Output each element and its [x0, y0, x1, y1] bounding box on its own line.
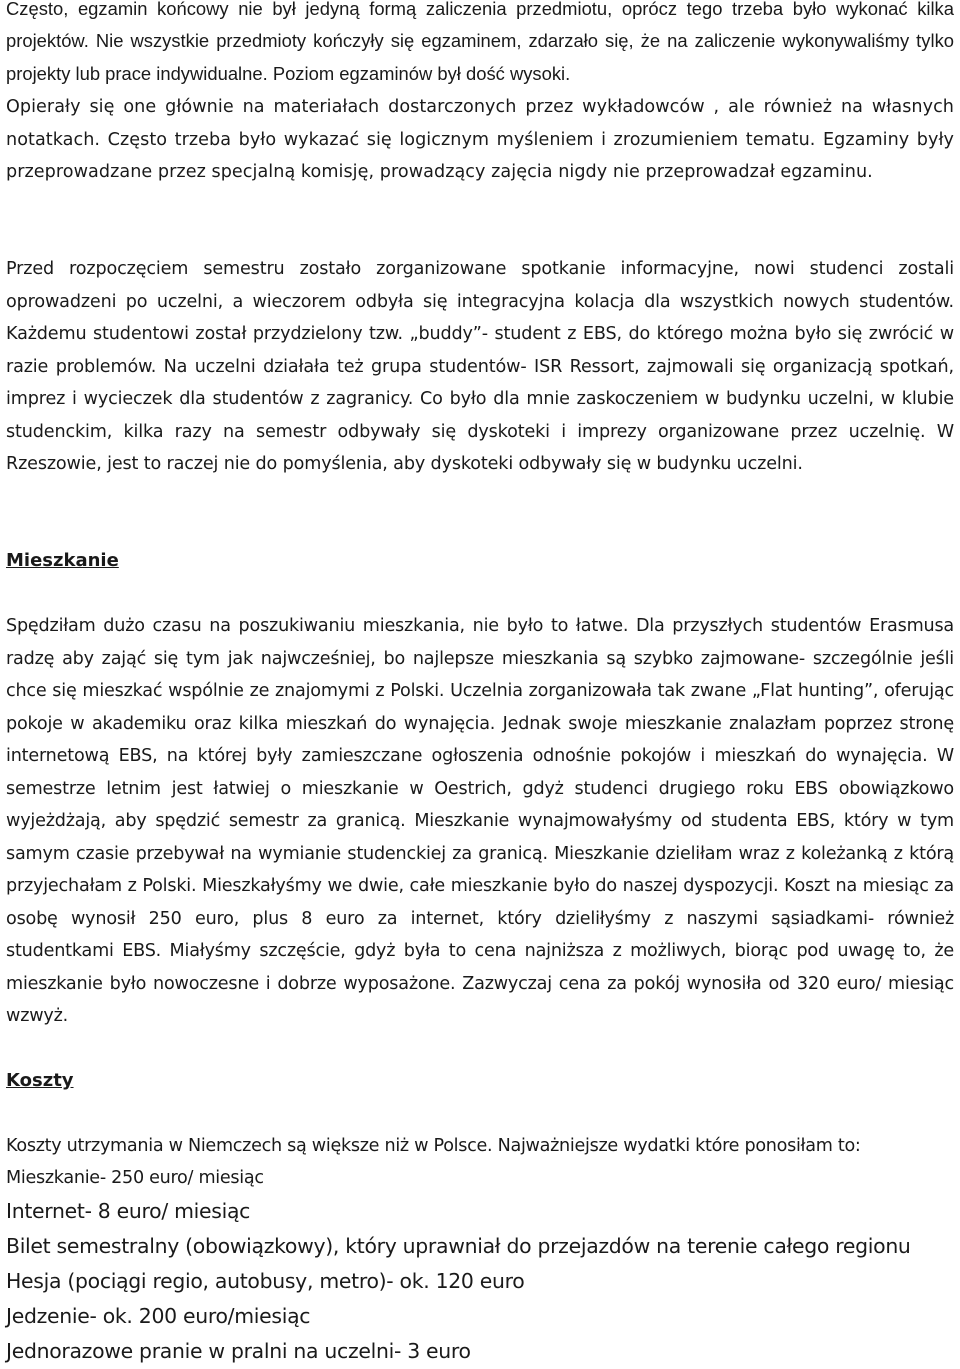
- costs-list: [6, 1162, 954, 1369]
- list-item: Bilet semestralny (obowiązkowy), który uprawniał do przejazdów na terenie całego regionu: [6, 1234, 911, 1258]
- list-item: Jedzenie- ok. 200 euro/miesiąc: [6, 1304, 311, 1328]
- paragraph-semester-info: Przed rozpoczęciem semestru zostało zorganizowane spotkanie informacyjne, nowi studenci zostali oprowadzeni po uczelni, a wieczorem odbyła się integracyjna kolacja dla wszystkich nowych studentów. Każdemu studentowi został przydzielony tzw. „buddy”- student z EBS, do którego można było się zwrócić w razie problemów. Na uczelni działała też grupa studentów- ISR Ressort, zajmowali się organizacją spotkań, imprez i wycieczek dla studentów z zagranicy. Co było dla mnie zaskoczeniem w budynku uczelni, w klubie studenckim, kilka razy na semestr odbywały się dyskoteki i imprezy organizowane przez uczelnię. W Rzeszowie, jest to raczej nie do pomyślenia, aby dyskoteki odbywały się w budynku uczelni.: [6, 259, 954, 474]
- heading-costs: Koszty: [6, 1070, 74, 1091]
- costs-intro: Koszty utrzymania w Niemczech są większe niż w Polsce. Najważniejsze wydatki które ponosiłam to:: [6, 1136, 861, 1156]
- heading-housing: Mieszkanie: [6, 550, 119, 571]
- list-item: Jednorazowe pranie w pralni na uczelni- 3 euro: [6, 1339, 471, 1363]
- list-item: Internet- 8 euro/ miesiąc: [6, 1199, 251, 1223]
- paragraph-exams-details: Opierały się one głównie na materiałach dostarczonych przez wykładowców , ale również na własnych notatkach. Często trzeba było wykazać się logicznym myśleniem i zrozumieniem tematu. Egzaminy były przeprowadzane przez specjalną komisję, prowadzący zajęcia nigdy nie przeprowadzał egzaminu.: [6, 97, 954, 182]
- list-item: Hesja (pociągi regio, autobusy, metro)- ok. 120 euro: [6, 1269, 525, 1293]
- paragraph-housing: Spędziłam dużo czasu na poszukiwaniu mieszkania, nie było to łatwe. Dla przyszłych studentów Erasmusa radzę aby zająć się tym jak najwcześniej, bo najlepsze mieszkania są szybko zajmowane- szczególnie jeśli chce się mieszkać wspólnie ze znajomymi z Polski. Uczelnia zorganizowała tak zwane „Flat hunting”, oferując pokoje w akademiku oraz kilka mieszkań do wynajęcia. Jednak swoje mieszkanie znalazłam poprzez stronę internetową EBS, na której były zamieszczane ogłoszenia odnośnie pokojów i mieszkań do wynajęcia. W semestrze letnim jest łatwiej o mieszkanie w Oestrich, gdyż studenci drugiego roku EBS obowiązkowo wyjeżdżają, aby spędzić semestr za granicą. Mieszkanie wynajmowałyśmy od studenta EBS, który w tym samym czasie przebywał na wymianie studenckiej za granicą. Mieszkanie dzieliłam wraz z koleżanką z którą przyjechałam z Polski. Mieszkałyśmy we dwie, całe mieszkanie było do naszej dyspozycji. Koszt na miesiąc za osobę wynosił 250 euro, plus 8 euro za internet, który dzieliłyśmy z naszymi sąsiadkami- również studentkami EBS. Miałyśmy szczęście, gdyż była to cena najniższa z możliwych, biorąc pod uwagę to, że mieszkanie było nowoczesne i dobrze wyposażone. Zazwyczaj cena za pokój wynosiła od 320 euro/ miesiąc wzwyż.: [6, 616, 954, 1026]
- paragraph-exams-intro: Często, egzamin końcowy nie był jedyną formą zaliczenia przedmiotu, oprócz tego trzeba było wykonać kilka projektów. Nie wszystkie przedmioty kończyły się egzaminem, zdarzało się, że na zaliczenie wykonywaliśmy tylko projekty lub prace indywidualne. Poziom egzaminów był dość wysoki.: [6, 0, 954, 84]
- list-item: Mieszkanie- 250 euro/ miesiąc: [6, 1168, 264, 1188]
